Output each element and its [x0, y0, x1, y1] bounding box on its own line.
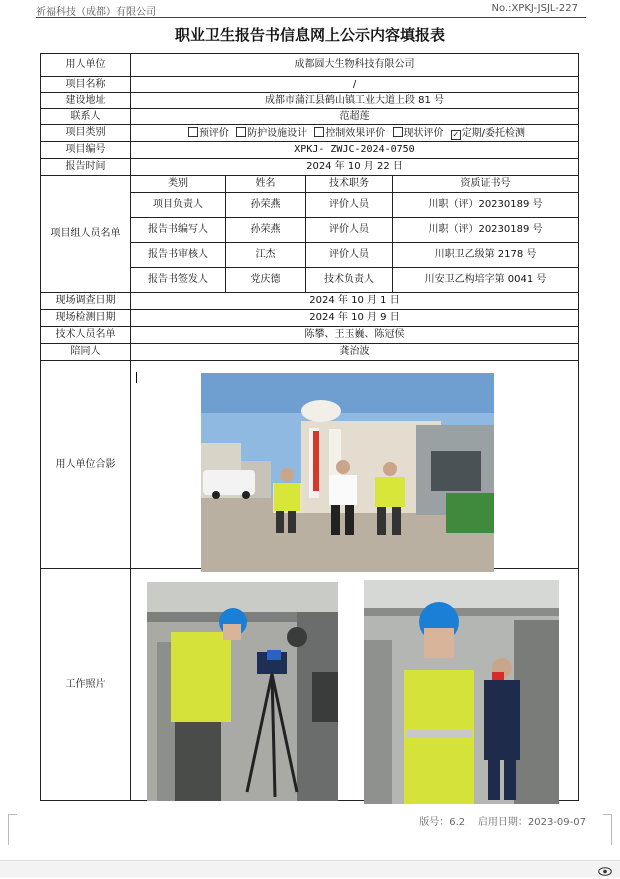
team-title: 技术负责人	[306, 268, 393, 293]
work-photo-2	[364, 580, 559, 804]
group-photo	[201, 373, 494, 572]
footer-info	[419, 813, 586, 828]
team-col-title: 技术职务	[306, 176, 393, 193]
employer-value: 成都圆大生物科技有限公司	[131, 54, 579, 77]
team-col-name: 姓名	[226, 176, 306, 193]
left-margin-mark	[8, 814, 17, 845]
testing-date-value: 2024 年 10 月 9 日	[131, 310, 579, 327]
row-category	[41, 125, 579, 142]
document-number: No.:XPKJ-JSJL-227	[491, 3, 578, 14]
group-photo-label: 用人单位合影	[41, 361, 131, 569]
header-divider	[36, 17, 586, 18]
address-label: 建设地址	[41, 93, 131, 109]
contact-value: 范超莲	[131, 109, 579, 125]
project-name-value: /	[131, 77, 579, 93]
testing-date-label: 现场检测日期	[41, 310, 131, 327]
team-cert: 川职（评）20230189 号	[393, 193, 579, 218]
row-address	[41, 93, 579, 109]
team-name: 江杰	[226, 243, 306, 268]
category-checkbox-5[interactable]: ✓	[452, 129, 460, 139]
category-option-4: 现状评价	[403, 127, 444, 139]
category-checkbox-1[interactable]	[188, 127, 198, 137]
group-photo-image	[201, 373, 494, 572]
team-name: 孙荣燕	[226, 193, 306, 218]
row-contact	[41, 109, 579, 125]
project-name-label: 项目名称	[41, 77, 131, 93]
eye-icon-svg	[598, 867, 612, 876]
address-value: 成都市蒲江县鹤山镇工业大道上段 81 号	[131, 93, 579, 109]
category-checkbox-3[interactable]	[314, 127, 324, 137]
team-col-role: 类别	[131, 176, 226, 193]
team-title: 评价人员	[306, 193, 393, 218]
project-no-value: XPKJ- ZWJC-2024-0750	[131, 142, 579, 159]
team-name: 党庆德	[226, 268, 306, 293]
category-option-1: 预评价	[198, 127, 229, 139]
team-cert: 川职卫乙级第 2178 号	[393, 243, 579, 268]
work-photo-1-image	[147, 582, 338, 801]
team-title: 评价人员	[306, 243, 393, 268]
team-cert: 川安卫乙构培字第 0041 号	[393, 268, 579, 293]
work-photos-label: 工作照片	[41, 569, 131, 801]
form-title: 职业卫生报告书信息网上公示内容填报表	[174, 26, 445, 44]
category-option-5: 定期/委托检测	[461, 127, 526, 139]
category-option-3: 控制效果评价	[325, 127, 386, 139]
category-checkbox-4[interactable]	[393, 127, 403, 137]
team-header-row	[41, 176, 579, 193]
viewer-status-bar	[0, 860, 620, 877]
survey-date-label: 现场调查日期	[41, 293, 131, 310]
row-testing-date	[41, 310, 579, 327]
contact-label: 联系人	[41, 109, 131, 125]
row-project-no	[41, 142, 579, 159]
row-employer	[41, 54, 579, 77]
row-project-name	[41, 77, 579, 93]
team-label: 项目组人员名单	[41, 176, 131, 293]
team-title: 评价人员	[306, 218, 393, 243]
team-name: 孙荣燕	[226, 218, 306, 243]
right-margin-mark	[603, 814, 612, 845]
category-options	[131, 125, 579, 142]
company-header: 祈福科技（成都）有限公司	[36, 7, 156, 18]
project-no-label: 项目编号	[41, 142, 131, 159]
report-time-value: 2024 年 10 月 22 日	[131, 159, 579, 176]
eye-icon[interactable]	[598, 866, 612, 879]
category-label: 项目类别	[41, 125, 131, 142]
technicians-label: 技术人员名单	[41, 327, 131, 344]
work-photo-2-image	[364, 580, 559, 804]
text-cursor	[136, 372, 137, 383]
row-survey-date	[41, 293, 579, 310]
team-role: 报告书签发人	[131, 268, 226, 293]
technicians-value: 陈攀、王玉巍、陈冠侯	[131, 327, 579, 344]
team-role: 报告书审核人	[131, 243, 226, 268]
row-technicians	[41, 327, 579, 344]
row-report-time	[41, 159, 579, 176]
work-photo-1	[147, 582, 338, 801]
team-role: 项目负责人	[131, 193, 226, 218]
employer-label: 用人单位	[41, 54, 131, 77]
version-label: 版号：6.2	[419, 817, 466, 828]
companion-value: 龚治波	[131, 344, 579, 361]
effective-date-label: 启用日期：2023-09-07	[477, 817, 586, 828]
category-checkbox-2[interactable]	[236, 127, 246, 137]
survey-date-value: 2024 年 10 月 1 日	[131, 293, 579, 310]
team-cert: 川职（评）20230189 号	[393, 218, 579, 243]
category-option-2: 防护设施设计	[247, 127, 308, 139]
report-time-label: 报告时间	[41, 159, 131, 176]
companion-label: 陪同人	[41, 344, 131, 361]
team-col-cert: 资质证书号	[393, 176, 579, 193]
row-companion	[41, 344, 579, 361]
team-role: 报告书编写人	[131, 218, 226, 243]
